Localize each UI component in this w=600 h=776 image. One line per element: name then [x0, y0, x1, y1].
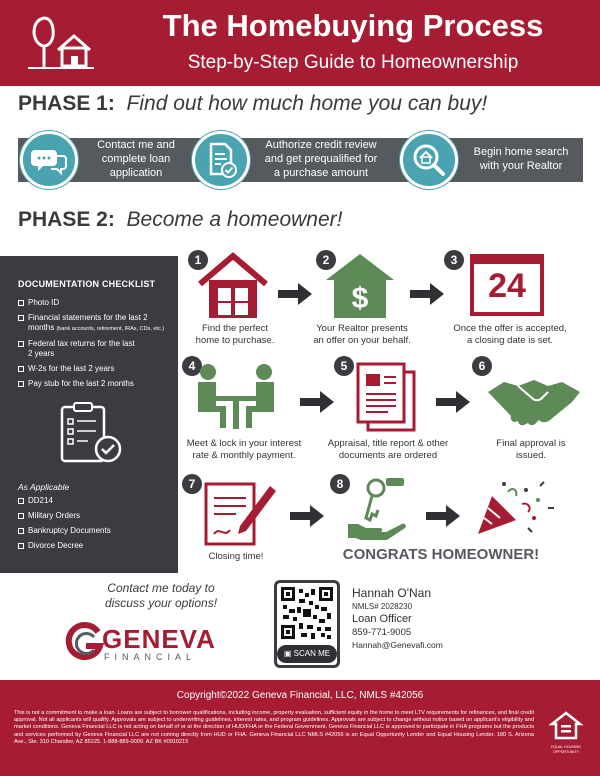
- meeting-icon: [186, 360, 286, 432]
- checklist-list: [18, 298, 174, 389]
- officer-nmls: NMLS# 2028230: [352, 602, 413, 611]
- step-line: Once the offer is accepted,: [453, 323, 567, 334]
- step-line: a closing date is set.: [466, 335, 554, 346]
- step5-text: [318, 438, 458, 462]
- checkbox[interactable]: [18, 498, 24, 504]
- checkbox[interactable]: [18, 315, 24, 321]
- signing-icon: [200, 478, 280, 548]
- step-number: 8: [330, 474, 350, 494]
- step-line: an offer on your behalf.: [313, 335, 411, 346]
- checklist-item[interactable]: [18, 364, 174, 374]
- checkbox[interactable]: [18, 381, 24, 387]
- phase1-step2-line: and get prequalified for: [264, 153, 378, 165]
- checklist-item-label: [28, 339, 135, 359]
- checklist-item[interactable]: [18, 298, 174, 308]
- checkbox[interactable]: [18, 513, 24, 519]
- cta-line: Contact me today to: [107, 581, 215, 595]
- step-number: 2: [316, 250, 336, 270]
- chat-bubbles-icon: [23, 134, 75, 186]
- congrats-heading: CONGRATS HOMEOWNER!: [342, 546, 540, 563]
- copyright: Copyright©2022 Geneva Financial, LLC, NMLS #42056: [176, 690, 424, 701]
- phase1-step1-line: Contact me and: [97, 139, 175, 151]
- applicable-item-label: Military Orders: [28, 511, 81, 520]
- scan-me-label: SCAN ME: [293, 649, 331, 658]
- checklist-item[interactable]: [18, 313, 174, 334]
- officer-name: Hannah O'Nan: [352, 586, 432, 600]
- checklist-item-line: Financial statements for the last 2: [28, 313, 148, 322]
- applicable-item[interactable]: [18, 526, 168, 536]
- house-search-icon: [403, 134, 455, 186]
- svg-text:$: $: [351, 282, 369, 315]
- phase2-label: PHASE 2:: [18, 208, 115, 231]
- equal-housing-label: EQUAL HOUSING OPPORTUNITY: [551, 745, 581, 754]
- phase1-step2-line: a purchase amount: [273, 167, 369, 179]
- step-line: Appraisal, title report & other: [327, 438, 449, 449]
- brand-main: GENEVA: [102, 624, 216, 654]
- officer-email[interactable]: Hannah@Genevafi.com: [352, 640, 443, 650]
- applicable-item-label: DD214: [28, 496, 53, 505]
- cta-line: discuss your options!: [104, 596, 218, 610]
- clipboard-checklist-icon: [56, 401, 126, 467]
- arrow-right-icon: [278, 283, 312, 305]
- applicable-list: [18, 496, 168, 551]
- phase1-step2-line: Authorize credit review: [265, 139, 377, 151]
- step-number: 3: [444, 250, 464, 270]
- step6-text: [476, 438, 586, 462]
- party-popper-icon: [468, 478, 558, 538]
- checklist-title: DOCUMENTATION CHECKLIST: [18, 279, 156, 289]
- step-line: Closing time!: [208, 551, 264, 562]
- phase1-step2-text: [256, 138, 386, 180]
- step4-text: [178, 438, 310, 462]
- camera-icon: ▣: [283, 649, 292, 658]
- checklist-item-line: Federal tax returns for the last: [28, 339, 135, 348]
- step-number: 4: [182, 356, 202, 376]
- qr-code-icon[interactable]: [281, 587, 333, 639]
- qr-frame: [274, 580, 340, 668]
- applicable-item-label: Divorce Decree: [28, 541, 84, 550]
- phase1-step3-circle: [400, 131, 458, 189]
- brand-sub: FINANCIAL: [104, 652, 197, 662]
- arrow-right-icon: [436, 391, 470, 413]
- checklist-item-line: months: [28, 323, 55, 332]
- step-line: documents are ordered: [338, 450, 438, 461]
- step-line: Find the perfect: [201, 323, 268, 334]
- checkbox[interactable]: [18, 543, 24, 549]
- phase1-step1-text: [86, 138, 186, 180]
- step-number: 6: [472, 356, 492, 376]
- equal-housing-logo: [548, 710, 584, 754]
- phase1-step3-line: Begin home search: [473, 146, 569, 158]
- phase1-label: PHASE 1:: [18, 92, 115, 115]
- checklist-item-label: Photo ID: [28, 298, 60, 307]
- applicable-item-label: Bankruptcy Documents: [28, 526, 111, 535]
- handshake-icon: [486, 370, 582, 430]
- page-title: The Homebuying Process: [162, 8, 544, 43]
- arrow-right-icon: [426, 505, 460, 527]
- header-banner: [0, 0, 600, 86]
- geneva-logo: [64, 622, 234, 666]
- applicable-item[interactable]: [18, 496, 168, 506]
- step-number: 5: [334, 356, 354, 376]
- step-number: 1: [188, 250, 208, 270]
- checklist-item-line: 2 years: [28, 349, 55, 358]
- step-line: Meet & lock in your interest: [186, 438, 302, 449]
- phase1-step1-circle: [20, 131, 78, 189]
- documentation-checklist: [0, 256, 178, 573]
- disclaimer: This is not a commitment to make a loan. Loans are subject to borrower qualifications, including income, property evaluation, sufficient equity in the home to meet LTV requirements for refinances, and final credit approval. Not all applicants will qualify. Approvals are subject to underwriting guidelines, interest rates, and program guidelines. Approvals are subject to change without notice based on applicant's eligibility and market conditions. Geneva Financial LLC is not acting on behalf of or at the direction of HUD/FHA or the Federal Government. Geneva Financial LLC is approved to participate in FHA programs but the products and services performed by Geneva Financial LLC are not coming directly from HUD or FHA. Geneva Financial LLC NMLS #42056 is an Equal Opportunity Lender and Equal Housing Lender. 180 S. Arizona Ave., Ste. 310 Chandler, AZ 85225. 1-888-889-0009. AZ BK #0910215: [14, 710, 534, 745]
- step-line: home to purchase.: [195, 335, 275, 346]
- documents-icon: [354, 362, 418, 432]
- footer: [0, 680, 600, 776]
- loan-officer-card: [352, 586, 552, 650]
- applicable-item[interactable]: [18, 511, 168, 521]
- arrow-right-icon: [410, 283, 444, 305]
- phase1-heading: Find out how much home you can buy!: [126, 92, 488, 115]
- applicable-title: As Applicable: [18, 482, 70, 492]
- contact-cta: [86, 581, 236, 611]
- step7-text: [186, 551, 286, 563]
- equal-housing-icon: [548, 710, 584, 740]
- geneva-g-icon: [64, 622, 104, 662]
- phase1-title: [18, 92, 487, 116]
- phase1-step2-circle: [192, 131, 250, 189]
- house-icon: [196, 252, 270, 320]
- document-check-icon: [195, 134, 247, 186]
- checkbox[interactable]: [18, 528, 24, 534]
- step-line: Final approval is: [496, 438, 566, 449]
- checklist-item-note: (bank accounts, retirement, IRAs, CDs, etc.): [56, 326, 165, 332]
- phase1-step1-line: complete loan: [101, 153, 171, 165]
- tree-house-icon: [26, 14, 96, 70]
- checklist-item-label: [28, 313, 164, 334]
- checklist-item-label: W-2s for the last 2 years: [28, 364, 115, 373]
- checklist-item[interactable]: [18, 339, 174, 359]
- step1-text: [180, 323, 290, 347]
- step-line: issued.: [515, 450, 547, 461]
- phase2-title: [18, 208, 342, 232]
- dollar-house-icon: [318, 250, 402, 320]
- step2-text: [300, 323, 424, 347]
- checkbox[interactable]: [18, 366, 24, 372]
- phase1-step3-text: [466, 145, 576, 173]
- officer-role: Loan Officer: [352, 613, 412, 625]
- checkbox[interactable]: [18, 341, 24, 347]
- arrow-right-icon: [290, 505, 324, 527]
- calendar-day: 24: [488, 267, 526, 305]
- applicable-item[interactable]: [18, 541, 168, 551]
- checkbox[interactable]: [18, 300, 24, 306]
- phase1-step3-line: with your Realtor: [479, 160, 563, 172]
- phase2-heading: Become a homeowner!: [126, 208, 343, 231]
- checklist-item[interactable]: [18, 379, 174, 389]
- keys-icon: [346, 474, 416, 542]
- step-number: 7: [182, 474, 202, 494]
- page-subtitle: Step-by-Step Guide to Homeownership: [187, 52, 519, 73]
- step-line: rate & monthly payment.: [192, 450, 296, 461]
- officer-phone[interactable]: 859-771-9005: [352, 627, 412, 638]
- arrow-right-icon: [300, 391, 334, 413]
- calendar-icon: [470, 254, 544, 316]
- scan-me-button[interactable]: [277, 645, 337, 663]
- step3-text: [440, 323, 580, 347]
- checklist-item-label: Pay stub for the last 2 months: [28, 379, 134, 388]
- phase1-step1-line: application: [109, 167, 163, 179]
- step-line: Your Realtor presents: [316, 323, 408, 334]
